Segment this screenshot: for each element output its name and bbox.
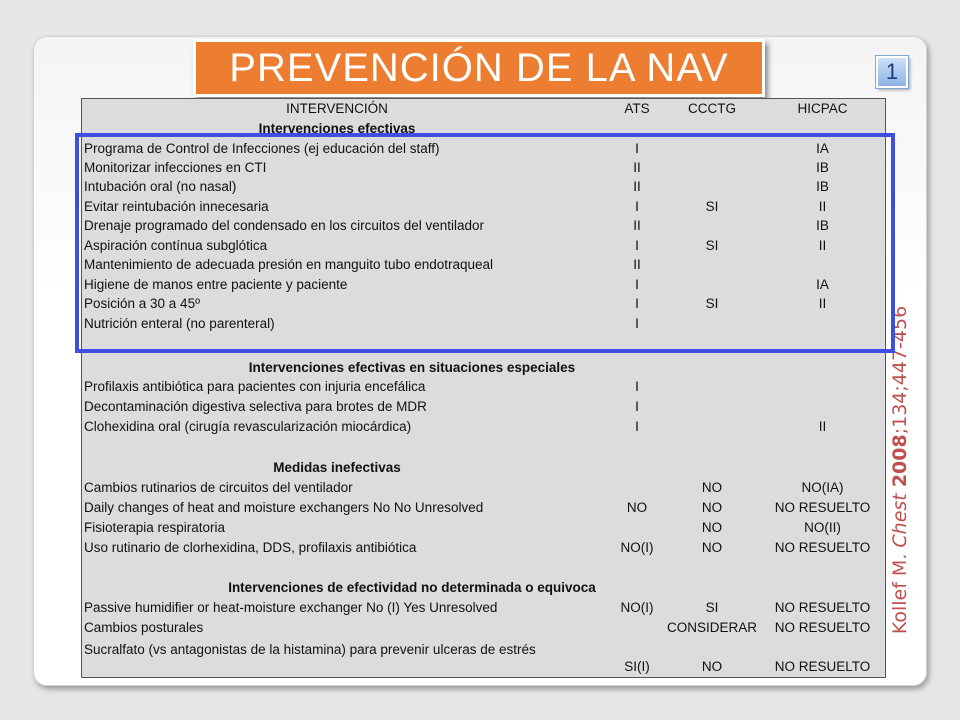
table-row	[82, 598, 885, 618]
section-title: Medidas inefectivas	[273, 460, 401, 475]
citation-journal: Chest	[889, 493, 911, 548]
cell-hicpac: IB	[816, 160, 829, 175]
table-row	[82, 478, 885, 498]
cell-ats: NO(I)	[620, 600, 654, 615]
table-row	[82, 397, 885, 417]
cell-ats: I	[635, 399, 639, 414]
cell-ats: I	[635, 277, 639, 292]
cell-hicpac: II	[818, 199, 827, 214]
cell-hicpac: IB	[816, 218, 829, 233]
cell-ats: NO(I)	[620, 540, 654, 555]
cell-intervention: Cambios rutinarios de circuitos del ventilador	[84, 480, 353, 495]
citation-ref: ;134;447-456	[889, 305, 911, 435]
section-title: Intervenciones de efectividad no determinada o equivoca	[228, 580, 596, 595]
cell-intervention: Cambios posturales	[84, 620, 204, 635]
cell-hicpac: NO RESUELTO	[774, 659, 871, 674]
cell-ats: I	[635, 419, 639, 434]
cell-ats: I	[635, 141, 639, 156]
page-number-badge: 1	[876, 56, 908, 88]
cell-intervention: Evitar reintubación innecesaria	[84, 199, 269, 214]
table-row	[82, 518, 885, 538]
cell-intervention: Posición a 30 a 45º	[84, 296, 201, 311]
cell-intervention: Fisioterapia respiratoria	[84, 520, 226, 535]
cell-ccctg: NO	[701, 480, 723, 495]
cell-hicpac: II	[818, 238, 827, 253]
cell-intervention: Aspiración contínua subglótica	[84, 238, 268, 253]
citation-year: 2008	[889, 434, 911, 488]
cell-ats: II	[633, 179, 641, 194]
cell-hicpac: NO RESUELTO	[774, 600, 871, 615]
table-row	[82, 498, 885, 518]
cell-ats: I	[635, 379, 639, 394]
cell-ats: I	[635, 296, 639, 311]
table-row	[82, 417, 885, 437]
section-title: Intervenciones efectivas	[258, 121, 416, 136]
cell-ccctg: NO	[701, 500, 723, 515]
cell-intervention: Passive humidifier or heat-moisture exchanger No (I) Yes Unresolved	[84, 600, 498, 615]
section-title: Intervenciones efectivas en situaciones especiales	[248, 360, 576, 375]
cell-ats: NO	[626, 500, 648, 515]
cell-hicpac: NO RESUELTO	[774, 540, 871, 555]
cell-ats: SI(I)	[624, 659, 650, 674]
citation-author: Kollef M.	[889, 547, 911, 635]
header-hicpac: HICPAC	[797, 101, 848, 116]
cell-ats: II	[633, 160, 641, 175]
table-row	[82, 638, 885, 676]
cell-intervention: Uso rutinario de clorhexidina, DDS, profilaxis antibiótica	[84, 540, 417, 555]
table-row	[82, 618, 885, 638]
cell-ccctg: SI	[705, 238, 719, 253]
cell-hicpac: IA	[816, 277, 829, 292]
cell-intervention: Programa de Control de Infecciones (ej educación del staff)	[84, 141, 440, 156]
header-ccctg: CCCTG	[688, 101, 736, 116]
cell-intervention: Decontaminación digestiva selectiva para brotes de MDR	[84, 399, 427, 414]
cell-intervention: Drenaje programado del condensado en los circuitos del ventilador	[84, 218, 484, 233]
cell-hicpac: NO RESUELTO	[774, 620, 871, 635]
cell-ats: II	[633, 257, 641, 272]
cell-ats: I	[635, 238, 639, 253]
cell-ccctg: SI	[705, 199, 719, 214]
slide-title: PREVENCIÓN DE LA NAV	[193, 39, 765, 97]
cell-ccctg: NO	[701, 540, 723, 555]
cell-intervention: Higiene de manos entre paciente y paciente	[84, 277, 348, 292]
table-row	[82, 538, 885, 558]
cell-hicpac: II	[818, 419, 827, 434]
cell-hicpac: IA	[816, 141, 829, 156]
table-row	[82, 377, 885, 397]
section-title-row	[82, 358, 885, 378]
table-header-row	[82, 99, 885, 119]
cell-ats: II	[633, 218, 641, 233]
cell-intervention: Intubación oral (no nasal)	[84, 179, 237, 194]
cell-intervention: Nutrición enteral (no parenteral)	[84, 316, 275, 331]
header-intervention: INTERVENCIÓN	[286, 101, 388, 116]
cell-intervention: Clohexidina oral (cirugía revascularización miocárdica)	[84, 419, 412, 434]
cell-ccctg: SI	[705, 600, 719, 615]
cell-intervention: Profilaxis antibiótica para pacientes con injuria encefálica	[84, 379, 426, 394]
cell-hicpac: NO RESUELTO	[774, 500, 871, 515]
cell-ccctg: NO	[701, 659, 723, 674]
cell-ccctg: NO	[701, 520, 723, 535]
cell-hicpac: IB	[816, 179, 829, 194]
cell-intervention: Daily changes of heat and moisture exchangers No No Unresolved	[84, 500, 484, 515]
section-title-row	[82, 458, 885, 478]
cell-intervention: Sucralfato (vs antagonistas de la histamina) para prevenir ulceras de estrés	[84, 642, 536, 657]
cell-ats: I	[635, 316, 639, 331]
section-title-row	[82, 578, 885, 598]
cell-intervention: Mantenimiento de adecuada presión en manguito tubo endotraqueal	[84, 257, 494, 272]
cell-hicpac: II	[818, 296, 827, 311]
cell-ats: I	[635, 199, 639, 214]
cell-intervention: Monitorizar infecciones en CTI	[84, 160, 267, 175]
cell-hicpac: NO(II)	[804, 520, 841, 535]
cell-ccctg: SI	[705, 296, 719, 311]
header-ats: ATS	[624, 101, 650, 116]
citation	[889, 306, 911, 634]
highlight-box	[75, 133, 895, 353]
cell-hicpac: NO(IA)	[801, 480, 844, 495]
cell-ccctg: CONSIDERAR	[667, 620, 758, 635]
